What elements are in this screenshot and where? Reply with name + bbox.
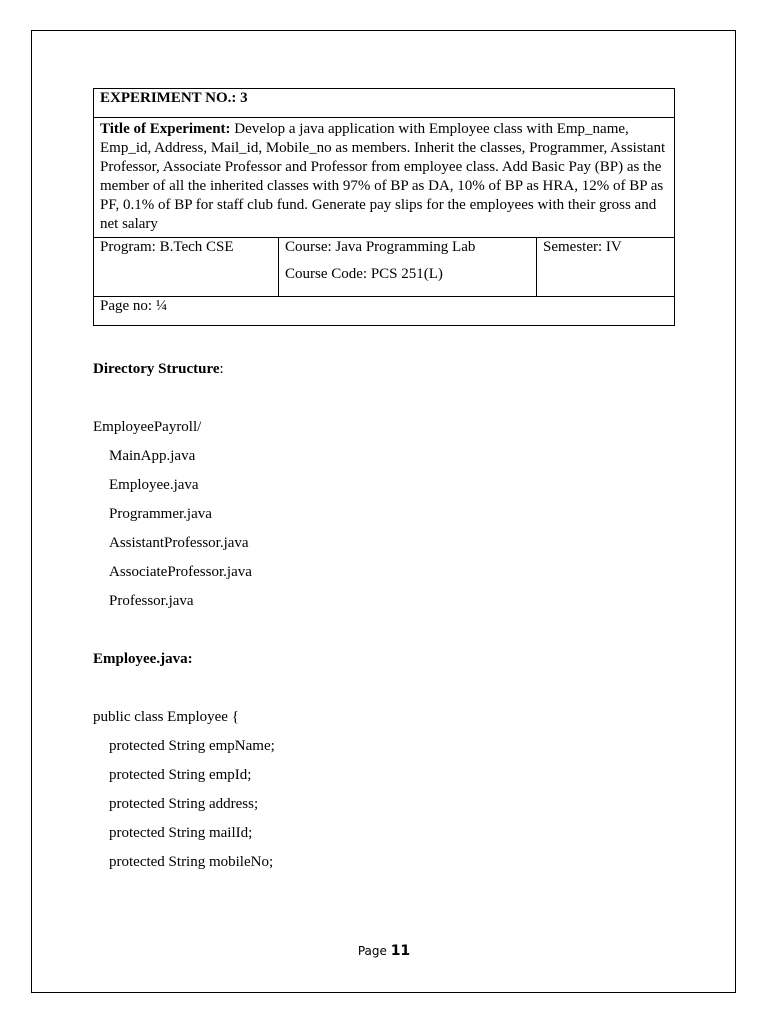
directory-file: Employee.java xyxy=(109,477,199,493)
blank-line xyxy=(93,677,673,706)
footer-page-number: 11 xyxy=(390,943,411,959)
title-text: Develop a java application with Employee class with Emp_name, Emp_id, Address, Mail_id, Mobile_no as members. Inherit the classes, Programmer, Assistant Professor, Associate Professor and Professor from employee class. Add Basic Pay (BP) as the member of all the inherited classes with 97% of BP as DA, 10% of BP as HRA, 12% of BP as PF, 0.1% of BP for staff club fund. Generate pay slips for the employees with their gross and net salary xyxy=(100,121,666,232)
course-code-text: Course Code: PCS 251(L) xyxy=(285,266,443,282)
experiment-title-cell xyxy=(94,118,675,238)
experiment-number: EXPERIMENT NO.: 3 xyxy=(100,90,248,106)
blank-line xyxy=(93,619,673,648)
semester-cell xyxy=(537,238,675,297)
course-cell xyxy=(279,238,537,297)
directory-root: EmployeePayroll/ xyxy=(93,419,202,435)
directory-file: MainApp.java xyxy=(109,448,196,464)
experiment-header-table xyxy=(93,88,675,326)
document-content xyxy=(93,358,673,880)
program-text: Program: B.Tech CSE xyxy=(100,239,234,255)
blank-line xyxy=(93,387,673,416)
course-text: Course: Java Programming Lab xyxy=(285,239,476,255)
code-field-line: protected String mobileNo; xyxy=(109,854,274,870)
page-footer xyxy=(0,943,768,959)
page-no-text: Page no: ¼ xyxy=(100,298,168,314)
directory-heading-colon: : xyxy=(219,361,224,377)
footer-page-label: Page xyxy=(357,944,391,958)
code-field-line: protected String empName; xyxy=(109,738,275,754)
directory-heading-text: Directory Structure xyxy=(93,361,220,377)
code-heading: Employee.java: xyxy=(93,651,193,667)
code-class-declaration: public class Employee { xyxy=(93,709,239,725)
directory-heading xyxy=(93,358,673,387)
directory-file: AssistantProfessor.java xyxy=(109,535,249,551)
page-no-cell xyxy=(94,297,675,326)
program-cell xyxy=(94,238,279,297)
title-label: Title of Experiment: xyxy=(100,121,231,137)
directory-file: AssociateProfessor.java xyxy=(109,564,252,580)
semester-text: Semester: IV xyxy=(543,239,622,255)
directory-file: Programmer.java xyxy=(109,506,212,522)
code-field-line: protected String empId; xyxy=(109,767,252,783)
directory-file: Professor.java xyxy=(109,593,194,609)
code-field-line: protected String mailId; xyxy=(109,825,253,841)
experiment-number-cell xyxy=(94,89,675,118)
code-field-line: protected String address; xyxy=(109,796,259,812)
